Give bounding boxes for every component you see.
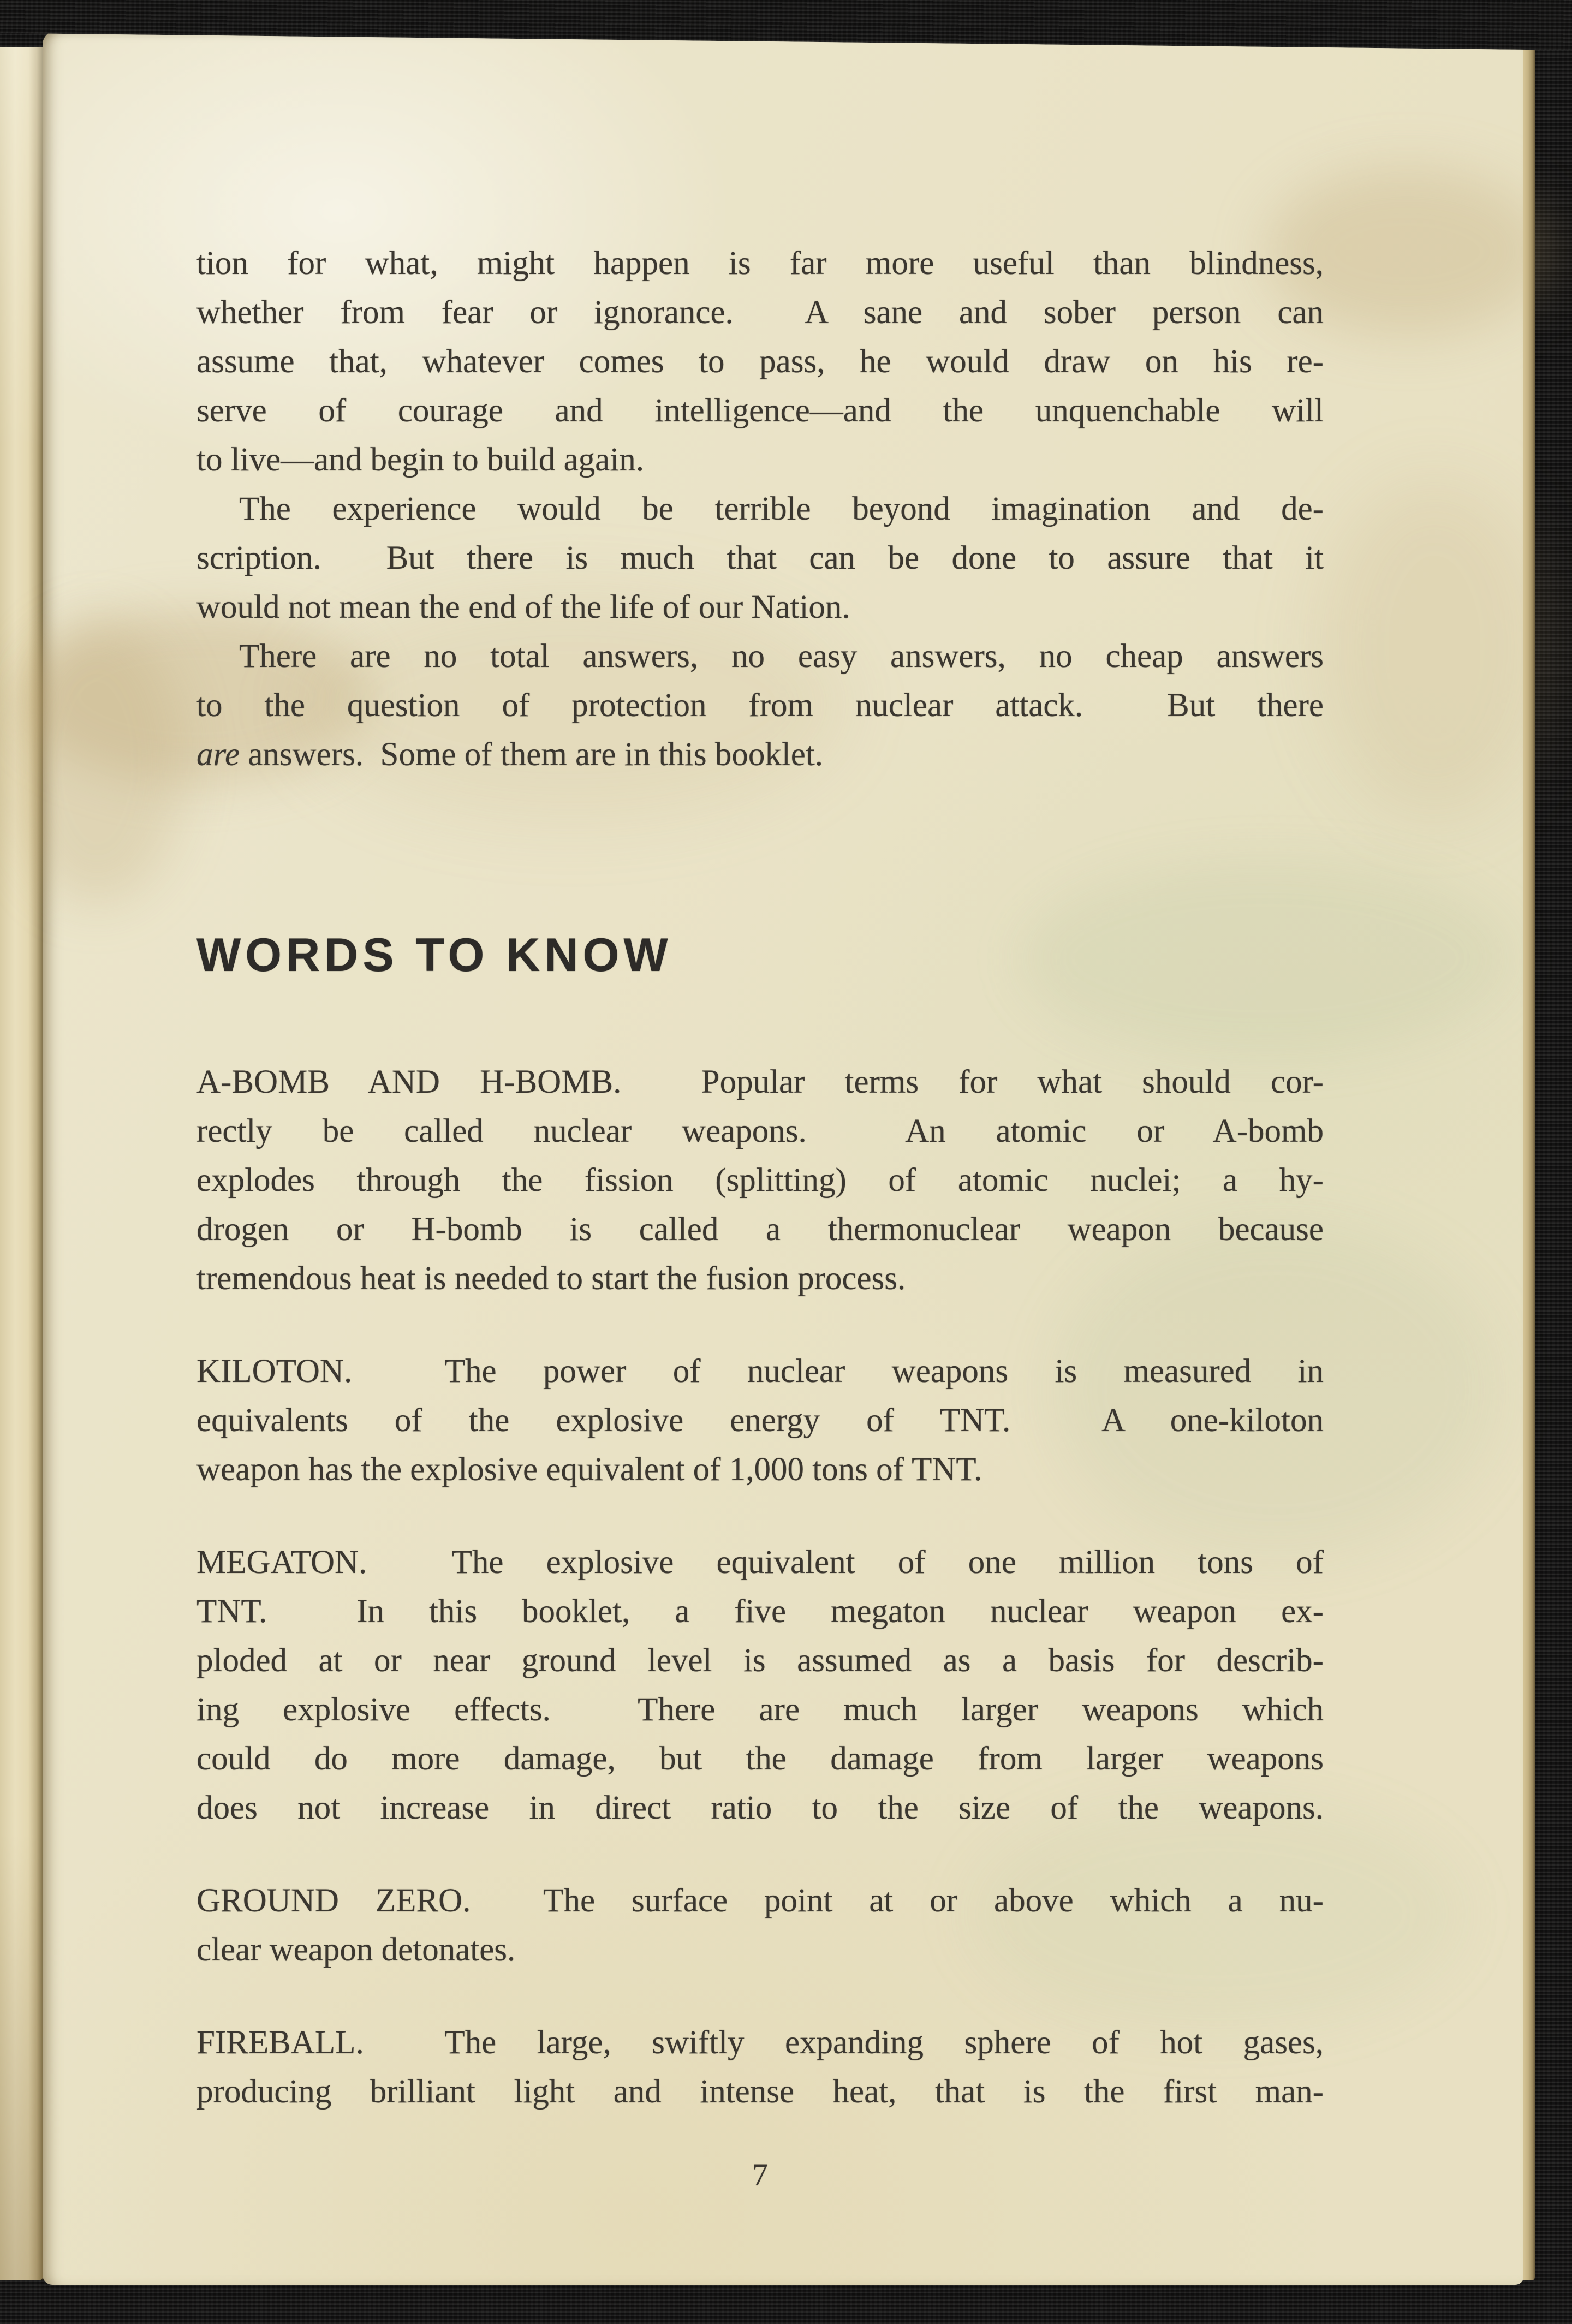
intro-paragraph-3 [196,632,1324,779]
text-line: tion for what, might happen is far more useful than blindness, [196,245,1324,282]
definition-fireball [196,2018,1324,2117]
text-line: The experience would be terrible beyond imagination and de- [239,491,1324,527]
text-line: MEGATON. The explosive equivalent of one million tons of [196,1544,1324,1581]
section-heading: WORDS TO KNOW [196,929,672,981]
text-line: FIREBALL. The large, swiftly expanding sphere of hot gases, [196,2024,1324,2061]
page-block-fore-edge [1523,40,1535,2280]
definition-megaton [196,1538,1324,1833]
text-line: could do more damage, but the damage from larger weapons [196,1741,1324,1777]
definition-kiloton [196,1347,1324,1494]
book-page [43,31,1524,2285]
definitions [196,1058,1324,2117]
text-line: KILOTON. The power of nuclear weapons is measured in [196,1353,1324,1390]
text-line: scription. But there is much that can be done to assure that it [196,540,1324,576]
intro-paragraph-1 [196,239,1324,485]
text-line: does not increase in direct ratio to the size of the weapons. [196,1790,1324,1826]
text-line: TNT. In this booklet, a five megaton nuclear weapon ex- [196,1593,1324,1630]
text-line: A-BOMB AND H-BOMB. Popular terms for what should cor- [196,1064,1324,1100]
text-line: to live—and begin to build again. [196,442,644,478]
text-line: ing explosive effects. There are much larger weapons which [196,1691,1324,1728]
page-number: 7 [752,2157,768,2192]
intro-paragraph-2 [196,485,1324,632]
text-line: would not mean the end of the life of our Nation. [196,589,850,625]
text-line: to the question of protection from nuclear attack. But there [196,687,1324,724]
text-line: serve of courage and intelligence—and the unquenchable will [196,392,1324,429]
text-line: rectly be called nuclear weapons. An atomic or A-bomb [196,1113,1324,1149]
book-gutter-pages-edge [0,47,44,2280]
text-line: are answers. Some of them are in this booklet. [196,736,824,773]
text-line: equivalents of the explosive energy of TNT. A one-kiloton [196,1402,1324,1439]
text-line: There are no total answers, no easy answers, no cheap answers [239,638,1324,675]
intro-paragraphs [196,239,1324,779]
definition-ground-zero [196,1876,1324,1975]
text-block [196,239,1324,2200]
text-line: ploded at or near ground level is assumed as a basis for describ- [196,1642,1324,1679]
text-line: GROUND ZERO. The surface point at or above which a nu- [196,1882,1324,1919]
text-line: assume that, whatever comes to pass, he would draw on his re- [196,343,1324,380]
text-line: drogen or H-bomb is called a thermonuclear weapon because [196,1211,1324,1248]
text-line: weapon has the explosive equivalent of 1,000 tons of TNT. [196,1451,982,1488]
text-line: producing brilliant light and intense heat, that is the first man- [196,2073,1324,2110]
text-line: tremendous heat is needed to start the fusion process. [196,1260,906,1297]
paper-stain [1320,478,1549,817]
text-line: whether from fear or ignorance. A sane and sober person can [196,294,1324,331]
text-line: clear weapon detonates. [196,1932,516,1968]
text-line: explodes through the fission (splitting) of atomic nuclei; a hy- [196,1162,1324,1199]
definition-a-bomb-and-h-bomb [196,1058,1324,1303]
